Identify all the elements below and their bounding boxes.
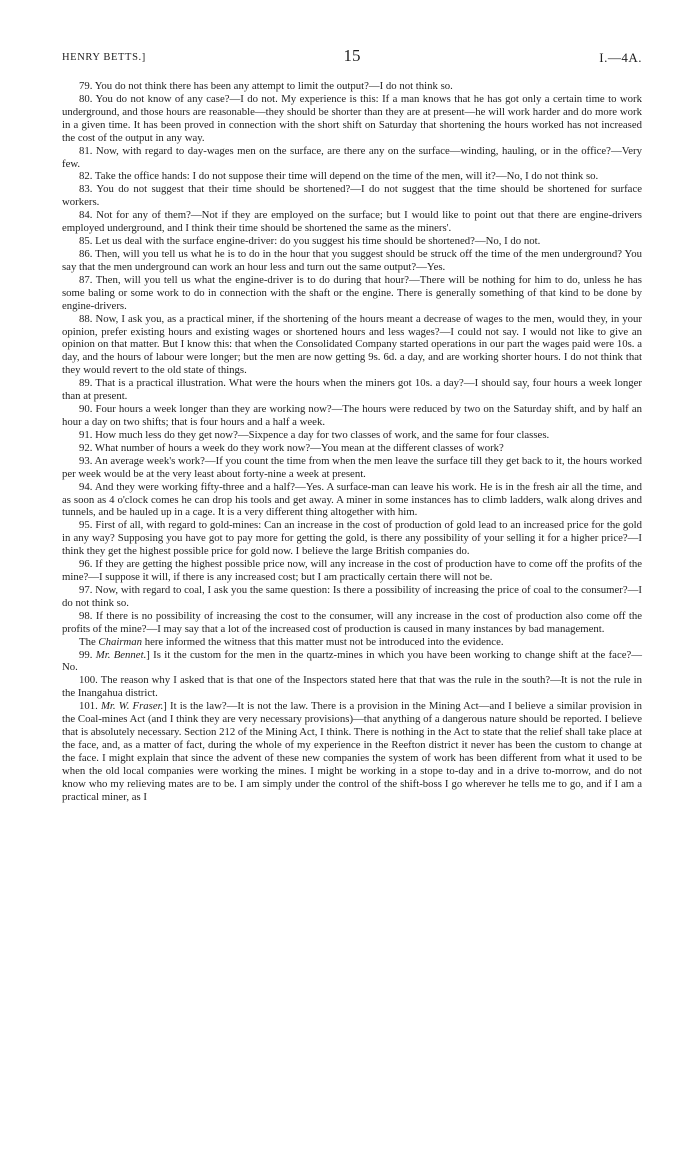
paragraph-q80: 80. You do not know of any case?—I do not. My experience is this: If a man knows that he has got only a certain time to work underground, and those hours are reasonable—they should be shorter than they are at present—he will work harder and do more work in a given time. It has been proved in connection with the short shift on Saturday that shortening the hours worked has not increased the cost of the output in any way.: [62, 92, 642, 144]
evidence-text: [62, 80, 642, 804]
q99-number: 99.: [79, 648, 96, 661]
q101-text: ] It is the law?—It is not the law. There is a provision in the Mining Act—and I believe a similar provision in the Coal-mines Act (and I think they are very necessary provisions)—that anything of a dangerous nature should be reported. I believe that is absolutely necessary. Section 212 of the Mining Act, I think. There is nothing in the Act to state that the relief shall take place at the face, and, as a matter of fact, during the whole of my experience in the Reefton district it never has been the custom to change at the face. I might explain that since the advent of these new companies the system of work has been different from what it used to be when the old local companies were working the mines. I might be working in a stope to-day and in a drive to-morrow, and do not know who my relieving mates are to be. I am simply under the control of the shift-boss I go wherever he tells me to go, and if I am a practical miner, as I: [62, 700, 642, 803]
paragraph-q81: 81. Now, with regard to day-wages men on the surface, are there any on the surface—winding, hauling, or in the office?—Very few.: [62, 144, 642, 170]
chairman-note-text: here informed the witness that this matter must not be introduced into the evidence.: [142, 635, 504, 648]
chairman-note: [62, 636, 642, 649]
paragraph-q92: 92. What number of hours a week do they work now?—You mean at the different classes of work?: [79, 441, 504, 454]
page-header: [62, 46, 642, 68]
paragraph-q93: 93. An average week's work?—If you count the time from when the men leave the surface till they get back to it, the hours worked per week would be at the very least about forty-nine a week at present.: [62, 454, 642, 480]
q99-text: ] Is it the custom for the men in the quartz-mines in which you have been working to change shift at the face?—No.: [62, 648, 643, 674]
q101-speaker: Mr. W. Fraser.: [100, 700, 164, 713]
paragraph-q84: 84. Not for any of them?—Not if they are employed on the surface; but I would like to point out that there are engine-drivers employed underground, and I think their time should be shortened the same as the miners'.: [62, 209, 642, 235]
chairman-note-prefix: The: [79, 635, 99, 648]
paragraph-q87: 87. Then, will you tell us what the engine-driver is to do during that hour?—There will be nothing for him to do, unless he has some baling or some work to do in connection with the shaft or the engine. There is generally something of that kind to be done by engine-drivers.: [62, 273, 642, 312]
paragraph-q88: 88. Now, I ask you, as a practical miner, if the shortening of the hours meant a decrease of wages to the men, would they, in your opinion, prefer existing hours and existing wages or shortened hours and less wages?—I could not say. I would not like to give an opinion on that matter. But I know this: that when the Consolidated Company started operations in our part the wages paid were 10s. a day, and the hours of labour were longer; but the men are now getting 9s. 6d. a day, and are working shorter hours. I do not think that they would revert to the old state of things.: [62, 312, 642, 377]
document-reference: I.—4A.: [599, 50, 642, 65]
paragraph-q90: 90. Four hours a week longer than they are working now?—The hours were reduced by two on the Saturday shift, and by half an hour a day on two shifts; that is four hours and a half a week.: [62, 403, 642, 428]
paragraph-q100: 100. The reason why I asked that is that one of the Inspectors stated here that that was the rule in the south?—It is not the rule in the Inangahua district.: [62, 674, 642, 700]
paragraph-q89: 89. That is a practical illustration. What were the hours when the miners got 10s. a day?—I should say, four hours a week longer than at present.: [62, 377, 642, 403]
paragraph-q83: 83. You do not suggest that their time should be shortened?—I do not suggest that the time should be shortened for surface workers.: [62, 183, 642, 209]
page-number: 15: [343, 46, 361, 65]
paragraph-q96: 96. If they are getting the highest possible price now, will any increase in the cost of production have to come off the profits of the mine?—I suppose it will, if there is any increased cost; but I am practically certain there will not be.: [62, 558, 642, 584]
paragraph-q98: 98. If there is no possibility of increasing the cost to the consumer, will any increase in the cost of production also come off the profits of the mine?—I may say that a lot of the increased cost of production is caused in many instances by bad management.: [62, 609, 642, 635]
paragraph-q99: [62, 649, 642, 675]
paragraph-q101: [62, 700, 642, 803]
paragraph-q79: 79. You do not think there has been any attempt to limit the output?—I do not think so.: [79, 80, 453, 92]
header-witness-name: HENRY BETTS.]: [62, 52, 146, 63]
q101-number: 101.: [79, 700, 101, 713]
paragraph-q94: 94. And they were working fifty-three and a half?—Yes. A surface-man can leave his work. He is in the fresh air all the time, and as soon as 4 o'clock comes he can drop his tools and get away. A miner in some instances has to climb ladders, walk along drives and tunnels, and be hauled up in a cage. It is a very different thing altogether with him.: [62, 480, 642, 519]
paragraph-q95: 95. First of all, with regard to gold-mines: Can an increase in the cost of production of gold lead to an increased price for the gold in any way? Supposing you have got to pay more for getting the gold, is there any possibility of your selling it for a higher price?—I think they get the highest possible price for gold now. I believe the large British companies do.: [62, 519, 642, 558]
paragraph-q82: 82. Take the office hands: I do not suppose their time will depend on the time of the men, will it?—No, I do not think so.: [79, 170, 599, 183]
paragraph-q86: 86. Then, will you tell us what he is to do in the hour that you suggest should be struck off the time of the men underground? You say that the men underground can work an hour less and turn out the same output?—Yes.: [62, 247, 642, 273]
chairman-name: Chairman: [98, 635, 143, 648]
paragraph-q85: 85. Let us deal with the surface engine-driver: do you suggest his time should be shortened?—No, I do not.: [79, 235, 541, 248]
paragraph-q97: 97. Now, with regard to coal, I ask you the same question: Is there a possibility of increasing the price of coal to the consumer?—I do not think so.: [62, 583, 642, 609]
paragraph-q91: 91. How much less do they get now?—Sixpence a day for two classes of work, and the same for four classes.: [79, 428, 550, 441]
q99-speaker: Mr. Bennet.: [95, 648, 147, 661]
